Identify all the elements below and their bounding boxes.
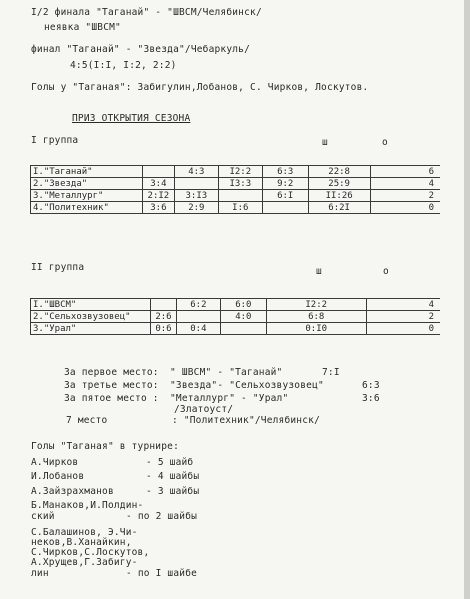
score-cell: 6:0	[220, 299, 266, 311]
score-cell: 3:6	[142, 202, 174, 214]
score-cell: 2:6	[150, 311, 176, 323]
score-cell: I:6	[218, 202, 262, 214]
scorer-name: А.Чирков	[31, 457, 79, 468]
team-cell: 3."Металлург"	[31, 190, 143, 202]
scorer-goals: - 5 шайб	[146, 457, 194, 468]
points-cell: 6	[370, 166, 440, 178]
scorers-title: Голы "Таганая" в турнире:	[31, 441, 179, 452]
scorer-goals: - 3 шайбы	[146, 486, 200, 497]
group1-table	[30, 165, 440, 214]
scorer-name: неков,В.Ханайкин,	[31, 537, 132, 548]
group1-col-w: ш	[322, 137, 328, 148]
points-cell: 4	[366, 299, 440, 311]
score-cell	[176, 311, 220, 323]
header-line-2: неявка "ШВСМ"	[44, 22, 121, 33]
placement-label: За третье место:	[64, 380, 159, 391]
header-line-1: I/2 финала "Таганай" - "ШВСМ/Челябинск/	[31, 7, 262, 18]
table-row	[31, 311, 441, 323]
score-cell: 4:3	[174, 166, 218, 178]
table-row	[31, 178, 441, 190]
team-cell: I."ШВСМ"	[31, 299, 151, 311]
points-cell: 2	[366, 311, 440, 323]
points-cell: 4	[370, 178, 440, 190]
placement-match: "Металлург" - "Урал"	[170, 393, 289, 404]
group2-label: II группа	[31, 262, 85, 273]
placement-match: : "Политехник"/Челябинск/	[172, 415, 320, 426]
table-row	[31, 202, 441, 214]
team-cell: 3."Урал"	[31, 323, 151, 335]
group1-label: I группа	[31, 135, 79, 146]
score-cell	[150, 299, 176, 311]
scorer-goals: - по I шайбе	[126, 568, 198, 579]
score-cell: 6:3	[262, 166, 308, 178]
goal-diff-cell: II:26	[308, 190, 370, 202]
score-cell: 2:I2	[142, 190, 174, 202]
table-row	[31, 323, 441, 335]
score-cell: 9:2	[262, 178, 308, 190]
points-cell: 0	[366, 323, 440, 335]
score-cell	[262, 202, 308, 214]
placement-match: "Звезда"- "Сельхозвузовец"	[170, 380, 324, 391]
team-cell: 2."Звезда"	[31, 178, 143, 190]
score-cell: 2:9	[174, 202, 218, 214]
header-line-3: финал "Таганай" - "Звезда"/Чебаркуль/	[31, 44, 251, 55]
scorer-name: А.Хрущев,Г.Забигу-	[31, 557, 138, 568]
table-row	[31, 190, 441, 202]
goal-diff-cell: 6:8	[266, 311, 366, 323]
team-cell: I."Таганай"	[31, 166, 143, 178]
placement-match: /Златоуст/	[174, 404, 234, 415]
scorer-name: лин	[31, 568, 49, 579]
group2-col-o: о	[383, 266, 389, 277]
score-cell	[218, 190, 262, 202]
placement-label: За первое место:	[64, 367, 159, 378]
score-cell	[142, 166, 174, 178]
scorer-name: И.Лобанов	[31, 471, 85, 482]
scorer-goals: - по 2 шайбы	[126, 511, 198, 522]
table-row	[31, 299, 441, 311]
score-cell: I2:2	[218, 166, 262, 178]
scorer-name: А.Зайзрахманов	[31, 486, 114, 497]
section-title: ПРИЗ ОТКРЫТИЯ СЕЗОНА	[72, 113, 191, 124]
score-cell	[174, 178, 218, 190]
goal-diff-cell: 22:8	[308, 166, 370, 178]
score-cell: 6:I	[262, 190, 308, 202]
table-row	[31, 166, 441, 178]
team-cell: 4."Политехник"	[31, 202, 143, 214]
score-cell: 3:4	[142, 178, 174, 190]
score-cell: 0:6	[150, 323, 176, 335]
group2-col-w: ш	[316, 266, 322, 277]
header-line-5: Голы у "Таганая": Забигулин,Лобанов, С. Чирков, Лоскутов.	[31, 82, 369, 93]
goal-diff-cell: 0:I0	[266, 323, 366, 335]
scorer-goals: - 4 шайбы	[146, 471, 200, 482]
placement-score: 6:3	[362, 380, 380, 391]
goal-diff-cell: 6:2I	[308, 202, 370, 214]
score-cell: I3:3	[218, 178, 262, 190]
page-edge-shadow	[464, 0, 470, 599]
scorer-name: С.Балашинов, Э.Чи-	[31, 527, 138, 538]
points-cell: 0	[370, 202, 440, 214]
score-cell	[220, 323, 266, 335]
placement-score: 3:6	[362, 393, 380, 404]
group2-table	[30, 298, 440, 335]
placement-score: 7:I	[322, 367, 340, 378]
placement-match: " ШВСМ" - "Таганай"	[170, 367, 283, 378]
points-cell: 2	[370, 190, 440, 202]
score-cell: 4:0	[220, 311, 266, 323]
header-line-4: 4:5(I:I, I:2, 2:2)	[70, 60, 177, 71]
scorer-name: ский	[31, 511, 55, 522]
goal-diff-cell: 25:9	[308, 178, 370, 190]
scorer-name: С.Чирков,С.Лоскутов,	[31, 547, 150, 558]
score-cell: 0:4	[176, 323, 220, 335]
placement-label: За пятое место :	[64, 393, 159, 404]
scorer-name: Б.Манаков,И.Полдин-	[31, 500, 144, 511]
score-cell: 3:I3	[174, 190, 218, 202]
placement-label: 7 место	[66, 415, 108, 426]
score-cell: 6:2	[176, 299, 220, 311]
goal-diff-cell: I2:2	[266, 299, 366, 311]
team-cell: 2."Сельхозвузовец"	[31, 311, 151, 323]
group1-col-o: о	[382, 137, 388, 148]
